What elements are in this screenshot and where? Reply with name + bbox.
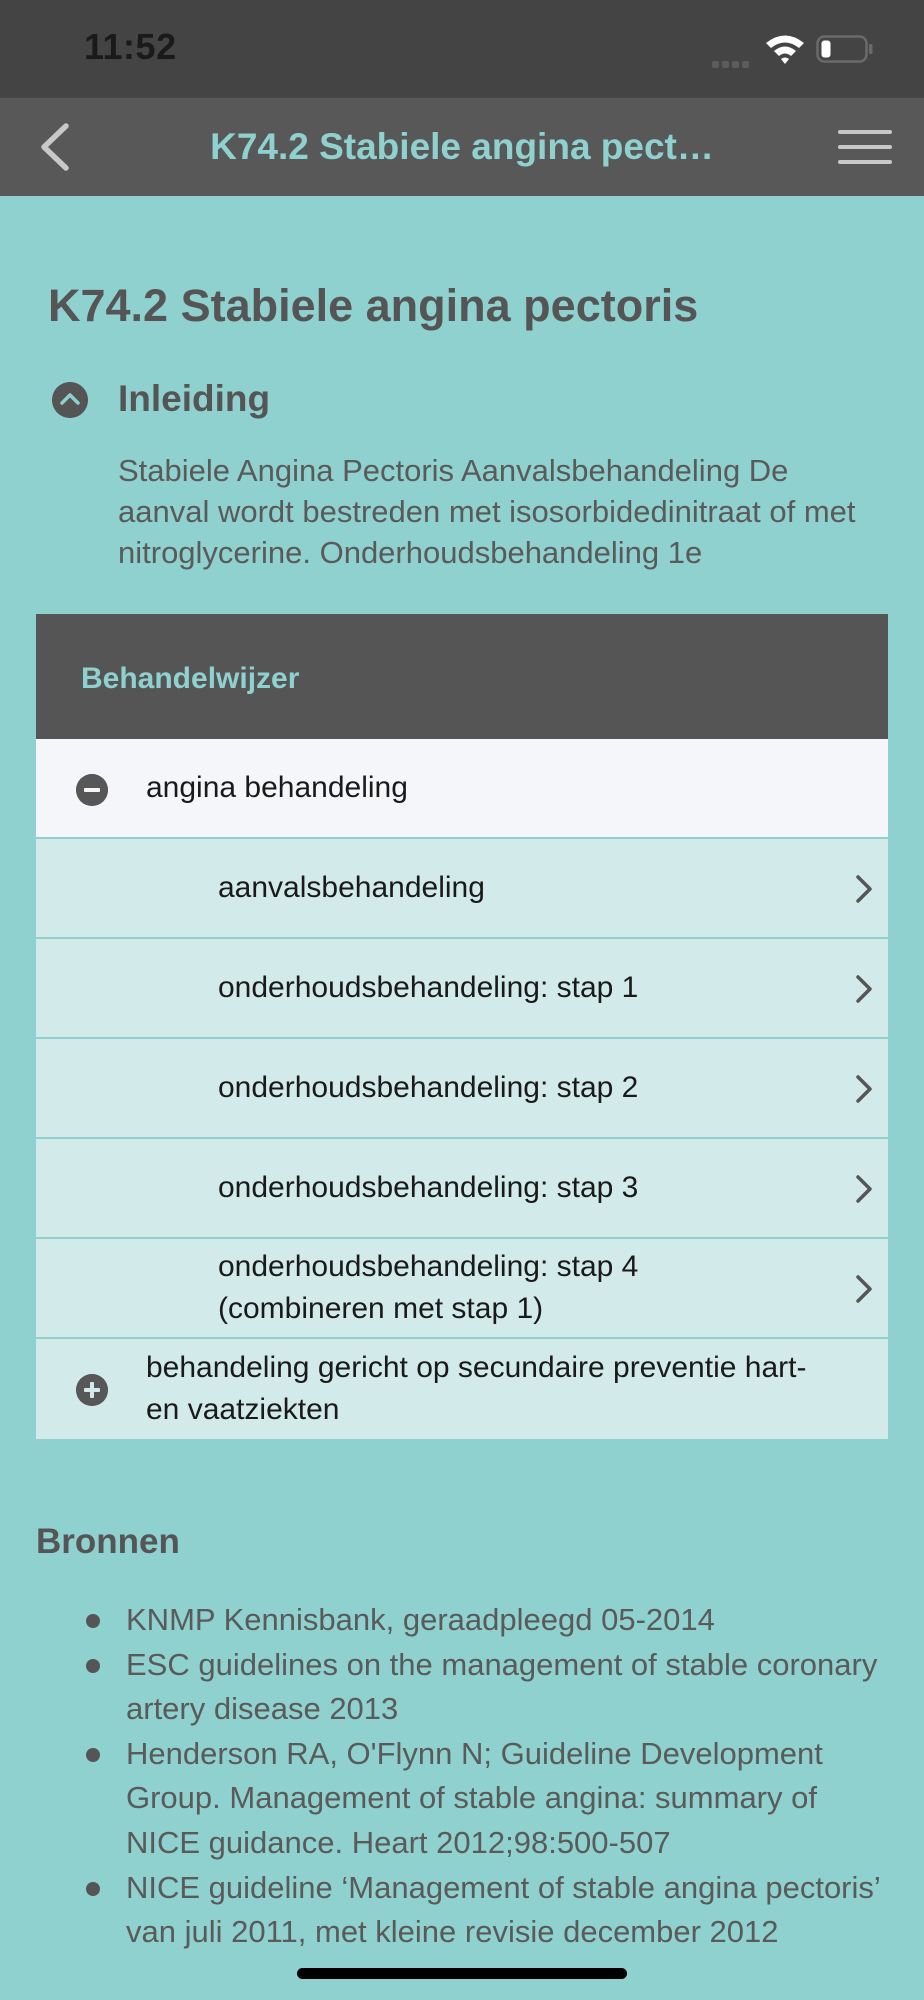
back-chevron-icon[interactable]: [30, 118, 88, 176]
navigation-bar: [0, 98, 924, 196]
treatment-panel: [36, 614, 888, 1439]
chevron-right-icon: [852, 871, 876, 907]
tree-row-label: onderhoudsbehandeling: stap 1: [218, 971, 639, 1004]
status-bar: [0, 0, 924, 98]
chevron-right-icon: [852, 971, 876, 1007]
tree-row-child[interactable]: [36, 939, 888, 1039]
chevron-right-icon: [852, 1071, 876, 1107]
tree-row-child[interactable]: [36, 839, 888, 939]
source-text: ESC guidelines on the management of stable coronary artery disease 2013: [126, 1646, 878, 1727]
panel-header: [36, 614, 888, 739]
tree-row-label: aanvalsbehandeling: [218, 871, 485, 904]
source-item: [36, 1732, 886, 1866]
tree-row-child[interactable]: [36, 1239, 888, 1339]
intro-heading[interactable]: Inleiding: [118, 378, 271, 419]
status-time: 11:52: [84, 26, 177, 67]
source-text: NICE guideline ‘Management of stable angina pectoris’ van juli 2011, met kleine revisie december 2012: [126, 1869, 880, 1950]
source-item: [36, 1598, 886, 1643]
wifi-icon: [764, 32, 806, 66]
tree-row-secundaire-preventie[interactable]: [36, 1339, 888, 1439]
tree-row-child[interactable]: [36, 1139, 888, 1239]
plus-circle-icon[interactable]: [76, 1374, 108, 1406]
tree-row-label: onderhoudsbehandeling: stap 4 (combineren met stap 1): [218, 1250, 639, 1325]
bullet: [86, 1748, 100, 1762]
tree-row-label: behandeling gericht op secundaire preventie hart- en vaatziekten: [146, 1351, 807, 1426]
chevron-right-icon: [852, 1271, 876, 1307]
tree-row-child[interactable]: [36, 1039, 888, 1139]
page-title: K74.2 Stabiele angina pectoris: [48, 280, 699, 331]
collapse-icon[interactable]: [52, 382, 88, 418]
sources-heading: Bronnen: [36, 1522, 180, 1561]
tree-row-angina-behandeling[interactable]: [36, 739, 888, 839]
sources-list: [36, 1598, 886, 1955]
chevron-right-icon: [852, 1171, 876, 1207]
source-text: Henderson RA, O'Flynn N; Guideline Development Group. Management of stable angina: summary of NICE guidance. Heart 2012;98:500-507: [126, 1735, 823, 1860]
hamburger-menu-icon[interactable]: [836, 126, 896, 168]
source-item: [36, 1643, 886, 1732]
home-indicator[interactable]: [297, 1968, 627, 1979]
intro-text: Stabiele Angina Pectoris Aanvalsbehandeling De aanval wordt bestreden met isosorbidedinitraat of met nitroglycerine. Onderhoudsbehandeling 1e: [118, 453, 856, 570]
tree-row-label: onderhoudsbehandeling: stap 3: [218, 1171, 639, 1204]
bullet: [86, 1659, 100, 1673]
minus-circle-icon[interactable]: [76, 774, 108, 806]
panel-header-label: Behandelwijzer: [81, 662, 300, 695]
battery-icon: [816, 35, 874, 63]
bullet: [86, 1882, 100, 1896]
signal-icon: [712, 55, 756, 63]
tree-row-label: onderhoudsbehandeling: stap 2: [218, 1071, 639, 1104]
bullet: [86, 1614, 100, 1628]
nav-title: K74.2 Stabiele angina pect…: [210, 126, 714, 167]
source-text: KNMP Kennisbank, geraadpleegd 05-2014: [126, 1602, 715, 1637]
source-item: [36, 1866, 886, 1955]
tree-row-label: angina behandeling: [146, 771, 408, 804]
